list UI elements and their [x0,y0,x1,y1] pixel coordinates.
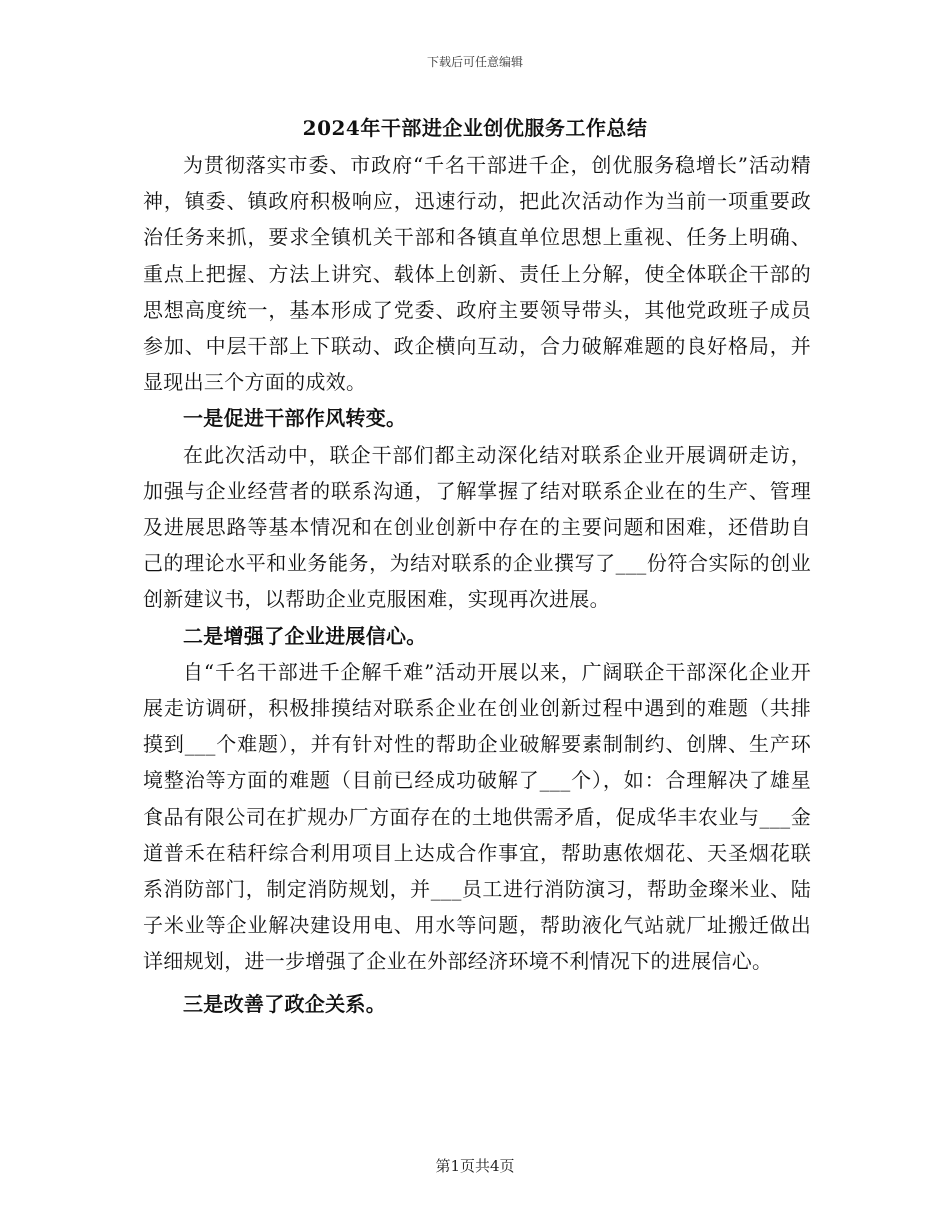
section-heading-1: 一是促进干部作风转变。 [183,406,407,431]
document-title: 2024年干部进企业创优服务工作总结 [302,116,648,140]
intro-paragraph: 为贯彻落实市委、市政府“千名干部进千企，创优服务稳增长”活动精神，镇委、镇政府积极响应，迅速行动，把此次活动作为当前一项重要政治任务来抓，要求全镇机关干部和各镇直单位思想上重视、任务上明确、重点上把握、方法上讲究、载体上创新、责任上分解，使全体联企干部的思想高度统一，基本形成了党委、政府主要领导带头，其他党政班子成员参加、中层干部上下联动、政企横向互动，合力破解难题的良好格局，并显现出三个方面的成效。 [143,153,811,395]
document-body [143,147,811,1022]
page-header-note: 下载后可任意编辑 [426,55,523,69]
section-heading-3: 三是改善了政企关系。 [183,991,386,1016]
section-body-2: 自“千名干部进千企解千难”活动开展以来，广阔联企干部深化企业开展走访调研，积极排摸结对联系企业在创业创新过程中遇到的难题（共排摸到___个难题），并有针对性的帮助企业破解要素制制约、创牌、生产环境整治等方面的难题（目前已经成功破解了___个），如：合理解决了雄星食品有限公司在扩规办厂方面存在的土地供需矛盾，促成华丰农业与___金道普禾在秸秆综合利用项目上达成合作事宜，帮助惠侬烟花、天圣烟花联系消防部门，制定消防规划，并___员工进行消防演习，帮助金璨米业、陆子米业等企业解决建设用电、用水等问题，帮助液化气站就厂址搬迁做出详细规划，进一步增强了企业在外部经济环境不利情况下的进展信心。 [143,659,811,974]
section-heading-2: 二是增强了企业进展信心。 [183,623,427,648]
page-number: 第1页共4页 [435,1157,515,1175]
section-body-1: 在此次活动中，联企干部们都主动深化结对联系企业开展调研走访，加强与企业经营者的联系沟通，了解掌握了结对联系企业在的生产、管理及进展思路等基本情况和在创业创新中存在的主要问题和困难，还借助自己的理论水平和业务能务，为结对联系的企业撰写了___份符合实际的创业创新建议书，以帮助企业克服困难，实现再次进展。 [143,442,811,612]
